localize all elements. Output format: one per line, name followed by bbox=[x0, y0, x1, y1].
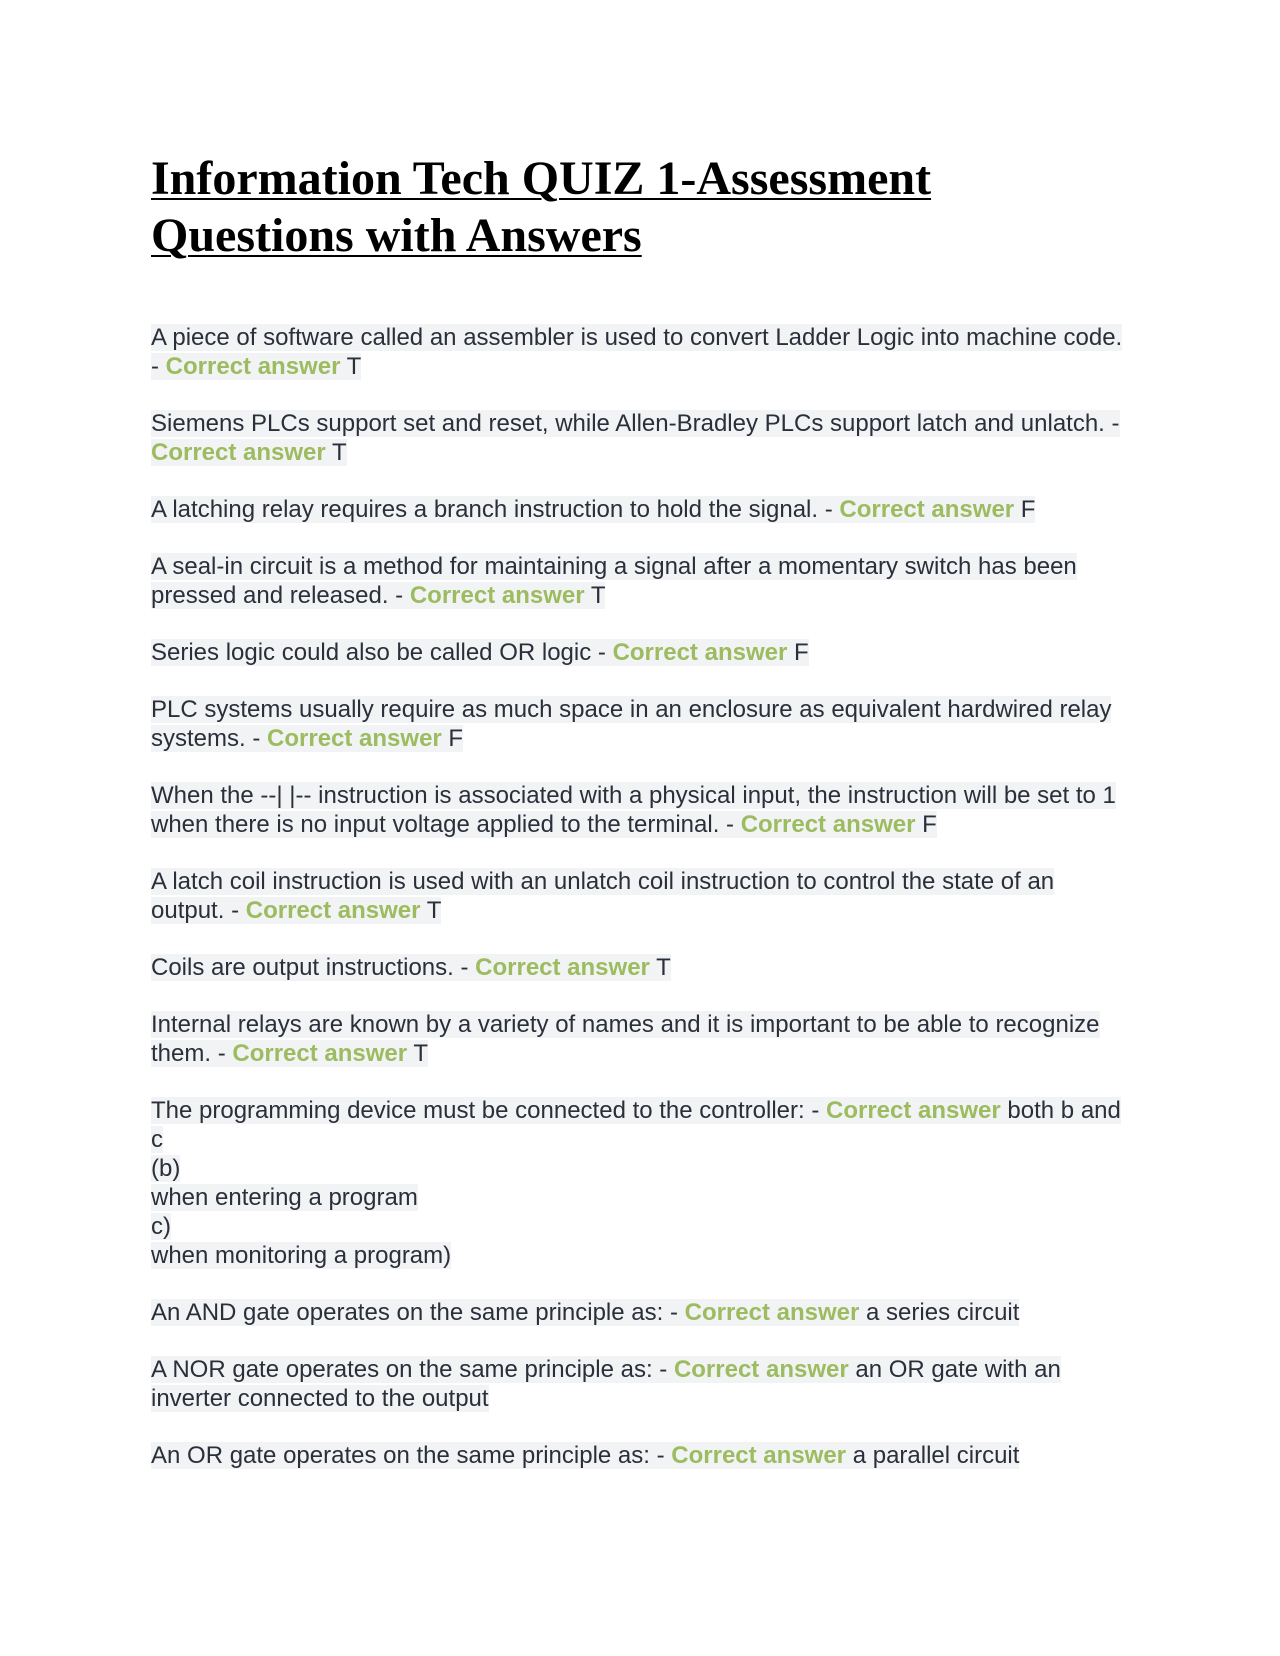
correct-answer-label: Correct answer bbox=[165, 353, 341, 380]
answer-text: T bbox=[325, 439, 347, 466]
document-title bbox=[151, 150, 1131, 264]
question-text: A NOR gate operates on the same principle as: - bbox=[151, 1356, 674, 1383]
qa-item-12 bbox=[151, 1298, 1131, 1327]
correct-answer-label: Correct answer bbox=[684, 1299, 860, 1326]
correct-answer-label: Correct answer bbox=[151, 439, 326, 466]
answer-text: T bbox=[420, 897, 442, 924]
question-text: An OR gate operates on the same principle as: - bbox=[151, 1442, 672, 1469]
answer-text: both b and c bbox=[151, 1097, 1121, 1153]
correct-answer-label: Correct answer bbox=[409, 582, 585, 609]
question-text: An AND gate operates on the same principle as: - bbox=[151, 1299, 685, 1326]
question-text: Siemens PLCs support set and reset, while Allen-Bradley PLCs support latch and unlatch. - bbox=[151, 410, 1120, 437]
answer-text: F bbox=[441, 725, 464, 752]
correct-answer-label: Correct answer bbox=[673, 1356, 849, 1383]
question-text: A latch coil instruction is used with an unlatch coil instruction to control the state of an output. - bbox=[151, 868, 1055, 924]
option-line bbox=[151, 1212, 1131, 1241]
answer-text: an OR gate with an inverter connected to the output bbox=[151, 1356, 1061, 1412]
question-text: The programming device must be connected to the controller: - bbox=[151, 1097, 826, 1124]
answer-text: T bbox=[407, 1040, 429, 1067]
correct-answer-label: Correct answer bbox=[475, 954, 650, 981]
option-text: (b) bbox=[151, 1155, 181, 1182]
answer-text: a series circuit bbox=[859, 1299, 1020, 1326]
answer-text: a parallel circuit bbox=[846, 1442, 1020, 1469]
option-line bbox=[151, 1154, 1131, 1183]
correct-answer-label: Correct answer bbox=[740, 811, 916, 838]
qa-item-7 bbox=[151, 781, 1131, 839]
qa-item-6 bbox=[151, 695, 1131, 753]
option-text: when entering a program bbox=[151, 1184, 418, 1211]
correct-answer-label: Correct answer bbox=[232, 1040, 408, 1067]
qa-item-10 bbox=[151, 1010, 1131, 1068]
qa-item-14 bbox=[151, 1441, 1131, 1470]
correct-answer-label: Correct answer bbox=[245, 897, 421, 924]
question-text: Coils are output instructions. - bbox=[151, 954, 476, 981]
correct-answer-label: Correct answer bbox=[671, 1442, 847, 1469]
qa-item-11 bbox=[151, 1096, 1131, 1270]
correct-answer-label: Correct answer bbox=[839, 496, 1015, 523]
option-text: c) bbox=[151, 1213, 171, 1240]
question-text: A seal-in circuit is a method for maintaining a signal after a momentary switch has been pressed and released. - bbox=[151, 553, 1077, 609]
qa-item-1 bbox=[151, 323, 1131, 381]
question-text: Series logic could also be called OR logic - bbox=[151, 639, 613, 666]
question-text: Internal relays are known by a variety of names and it is important to be able to recognize them. - bbox=[151, 1011, 1100, 1067]
correct-answer-label: Correct answer bbox=[267, 725, 442, 752]
question-text: PLC systems usually require as much space in an enclosure as equivalent hardwired relay systems. - bbox=[151, 696, 1112, 752]
answer-text: F bbox=[787, 639, 809, 666]
answer-text: F bbox=[915, 811, 937, 838]
qa-item-9 bbox=[151, 953, 1131, 982]
option-text: when monitoring a program) bbox=[151, 1242, 452, 1269]
title-line-1: Information Tech QUIZ 1-Assessment bbox=[151, 152, 932, 205]
qa-item-4 bbox=[151, 552, 1131, 610]
qa-item-5 bbox=[151, 638, 1131, 667]
question-text: When the --| |-- instruction is associated with a physical input, the instruction will be set to 1 when there is no input voltage applied to the terminal. - bbox=[151, 782, 1116, 838]
option-line bbox=[151, 1241, 1131, 1270]
answer-text: T bbox=[584, 582, 606, 609]
qa-item-13 bbox=[151, 1355, 1131, 1413]
option-line bbox=[151, 1183, 1131, 1212]
document-page bbox=[151, 150, 1131, 1498]
title-line-2: Questions with Answers bbox=[151, 209, 642, 262]
question-text: A piece of software called an assembler is used to convert Ladder Logic into machine code. - bbox=[151, 324, 1123, 380]
question-text: A latching relay requires a branch instruction to hold the signal. - bbox=[151, 496, 840, 523]
answer-text: T bbox=[649, 954, 671, 981]
qa-item-3 bbox=[151, 495, 1131, 524]
answer-text: T bbox=[340, 353, 362, 380]
answer-text: F bbox=[1014, 496, 1036, 523]
correct-answer-label: Correct answer bbox=[826, 1097, 1001, 1124]
correct-answer-label: Correct answer bbox=[612, 639, 788, 666]
qa-item-2 bbox=[151, 409, 1131, 467]
qa-item-8 bbox=[151, 867, 1131, 925]
